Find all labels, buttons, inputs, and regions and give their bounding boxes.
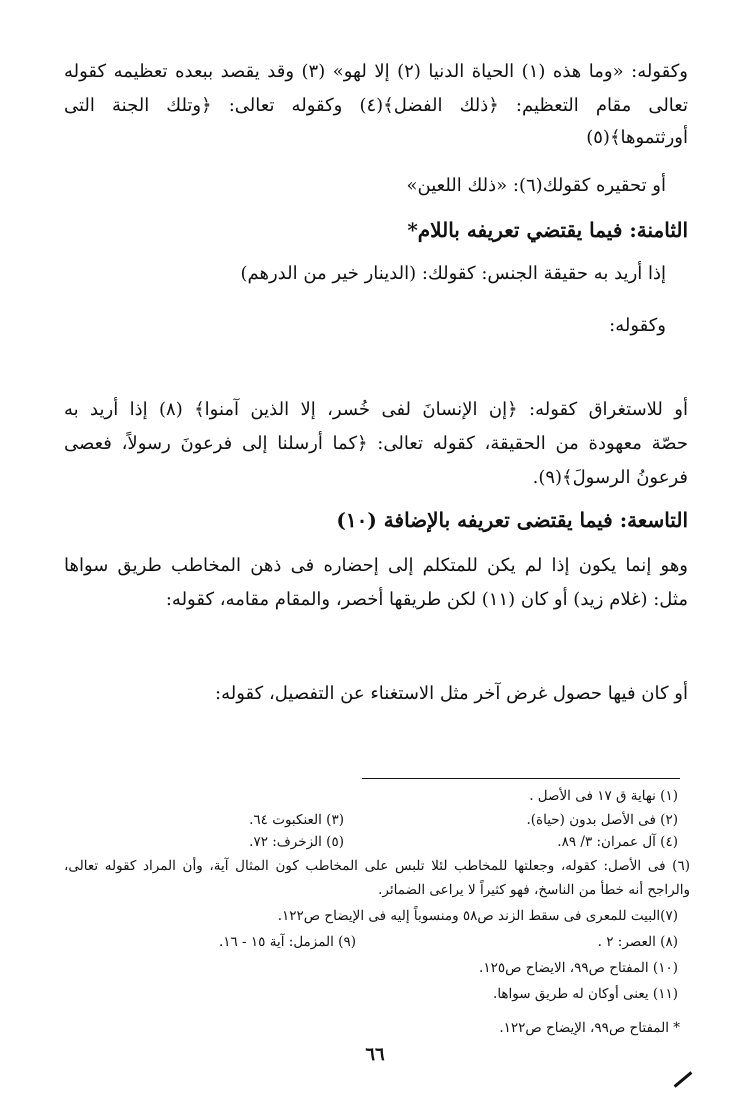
footnote-1: (١) نهاية ق ١٧ فى الأصل .	[529, 788, 678, 804]
body-line-5: إذا أريد به حقيقة الجنس: كقولك: (الدينار خير من الدرهم)	[240, 263, 666, 284]
footnote-6-line-2: والراجح أنه خطأ من الناسخ، فهو كثيراً لا يراعى الضمائر.	[378, 882, 690, 898]
body-line-3: أورثتموها﴾(٥)	[586, 127, 688, 148]
body-line-11: مثل: (غلام زيد) أو كان (١١) لكن طريقها أخصر، والمقام مقامه، كقوله:	[165, 589, 688, 610]
footnote-11: (١١) يعنى أوكان له طريق سواها.	[493, 986, 678, 1002]
body-line-8: حصّة معهودة من الحقيقة، كقوله تعالى: ﴿كما أرسلنا إلى فرعونَ رسولاً، فعصى	[64, 433, 688, 454]
footnote-6-line-1: (٦) فى الأصل: كقوله، وجعلتها للمخاطب لئلا تلبس على المخاطب كون المثال آية، وأن المراد كقوله تعالى،	[64, 858, 690, 874]
body-line-2: تعالى مقام التعظيم: ﴿ذلك الفضل﴾(٤) وكقوله تعالى: ﴿وتلك الجنة التى	[64, 95, 688, 116]
footnote-10: (١٠) المفتاح ص٩٩، الايضاح ص١٢٥.	[479, 960, 678, 976]
footnote-2: (٢) فى الأصل بدون (حياة).	[526, 812, 678, 828]
body-line-4: أو تحقيره كقولك(٦): «ذلك اللعين»	[406, 175, 666, 196]
pen-mark-icon	[674, 1071, 693, 1087]
footnote-8: (٨) العصر: ٢ .	[597, 934, 678, 950]
body-line-12: أو كان فيها حصول غرض آخر مثل الاستغناء عن التفصيل، كقوله:	[215, 683, 688, 704]
footnote-star: * المفتاح ص٩٩، الإيضاح ص١٢٢.	[499, 1020, 680, 1036]
page-number: ٦٦	[365, 1044, 385, 1065]
footnote-7: (٧)البيت للمعرى فى سقط الزند ص٥٨ ومنسوباً إليه فى الإيضاح ص١٢٢.	[277, 908, 678, 924]
body-line-9: فرعونُ الرسولَ﴾(٩).	[532, 467, 688, 488]
footnote-divider	[362, 778, 680, 779]
footnote-3: (٣) العنكبوت ٦٤.	[249, 812, 344, 828]
body-line-10: وهو إنما يكون إذا لم يكن للمتكلم إلى إحضاره فى ذهن المخاطب طريق سواها	[64, 555, 688, 576]
body-line-1: وكقوله: «وما هذه (١) الحياة الدنيا (٢) إلا لهو» (٣) وقد يقصد ببعده تعظيمه كقوله	[64, 61, 688, 82]
footnote-5: (٥) الزخرف: ٧٢.	[249, 834, 344, 850]
body-line-7: أو للاستغراق كقوله: ﴿إن الإنسانَ لفى خُسر، إلا الذين آمنوا﴾ (٨) إذا أريد به	[64, 399, 688, 420]
section-heading-ninth: التاسعة: فيما يقتضى تعريفه بالإضافة (١٠)	[336, 508, 688, 532]
section-heading-eighth: الثامنة: فيما يقتضي تعريفه باللام*	[407, 218, 688, 242]
body-line-6: وكقوله:	[609, 315, 666, 336]
footnote-9: (٩) المزمل: آية ١٥ - ١٦.	[218, 934, 356, 950]
footnote-4: (٤) آل عمران: ٣/ ٨٩.	[557, 834, 678, 850]
